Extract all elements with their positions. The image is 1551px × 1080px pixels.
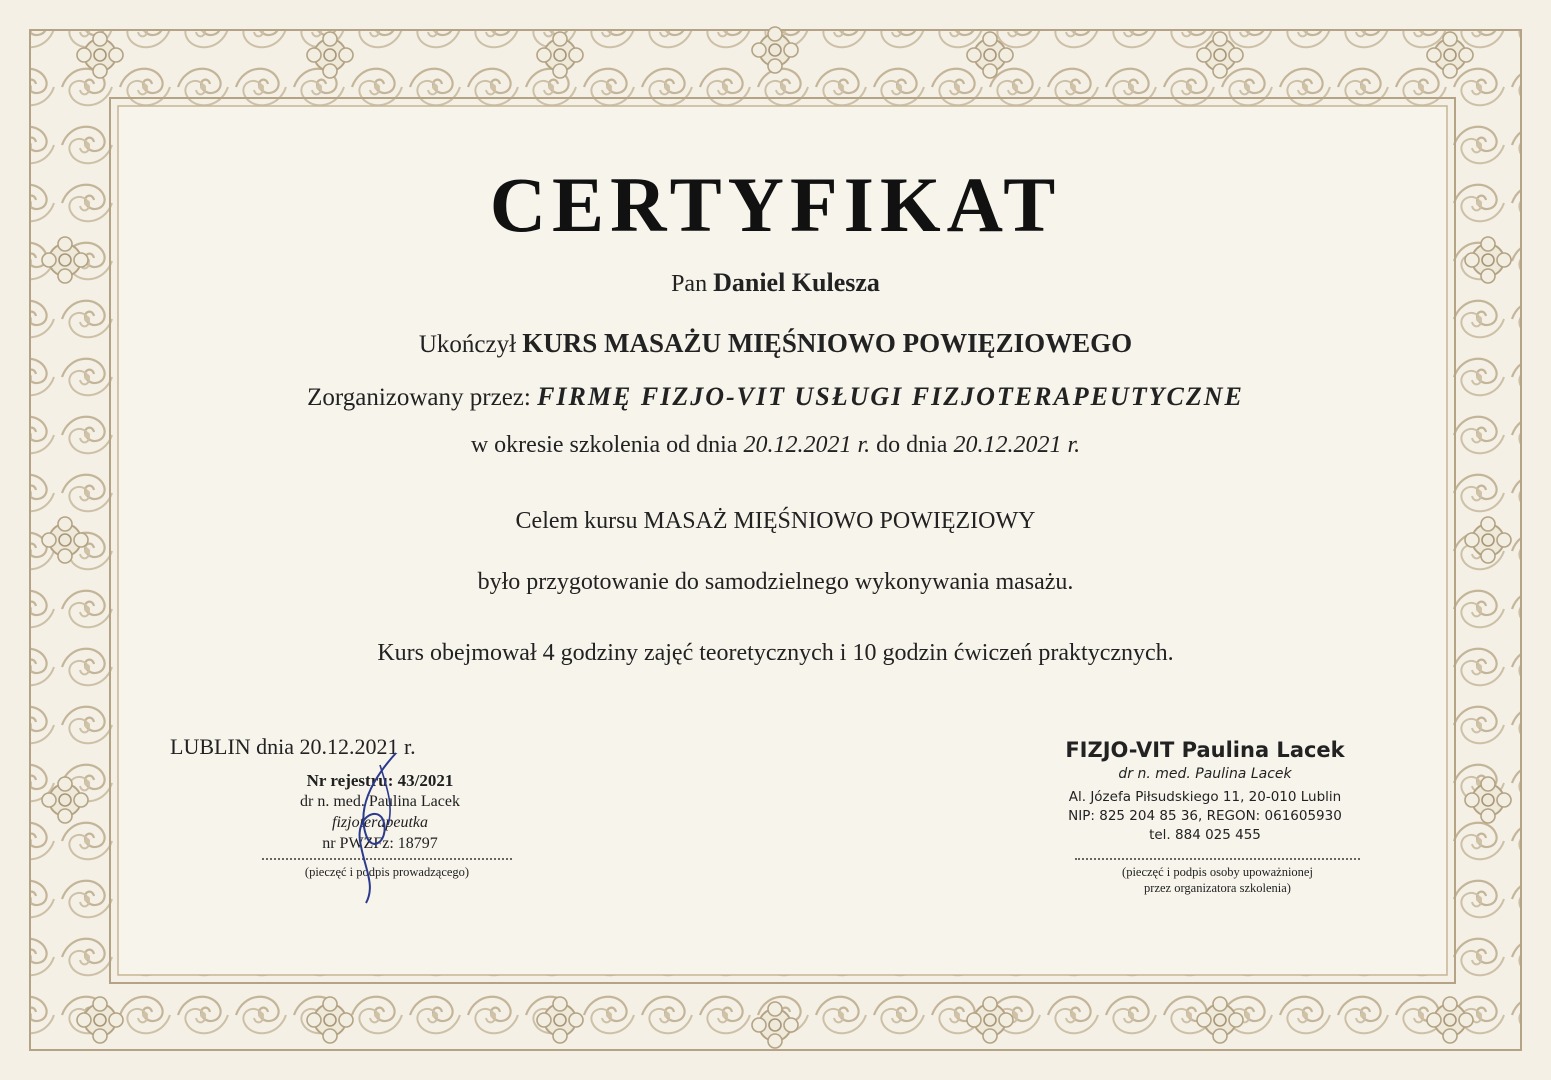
goal-line bbox=[0, 508, 1551, 535]
recipient-line bbox=[0, 268, 1551, 298]
goal-text: było przygotowanie do samodzielnego wykonywania masażu. bbox=[477, 569, 1074, 595]
company-phone: tel. 884 025 455 bbox=[1149, 827, 1261, 843]
hours-text: Kurs obejmował 4 godziny zajęć teoretycznych i 10 godzin ćwiczeń praktycznych. bbox=[377, 640, 1174, 666]
company-name: FIZJO-VIT Paulina Lacek bbox=[1065, 738, 1345, 762]
organizer-line bbox=[0, 382, 1551, 412]
left-caption: (pieczęć i podpis prowadzącego) bbox=[304, 865, 470, 879]
completed-prefix: Ukończył bbox=[418, 331, 517, 358]
handwritten-signature bbox=[336, 745, 416, 905]
organized-prefix: Zorganizowany przez: bbox=[307, 384, 531, 411]
period-prefix: w okresie szkolenia od dnia bbox=[470, 432, 738, 458]
right-signature-block bbox=[1040, 738, 1370, 845]
right-caption-line2: przez organizatora szkolenia) bbox=[1144, 881, 1291, 895]
company-address: Al. Józefa Piłsudskiego 11, 20-010 Lublin bbox=[1068, 789, 1342, 805]
right-caption-line1: (pieczęć i podpis osoby upoważnionej bbox=[1122, 865, 1313, 879]
certificate-title: CERTYFIKAT bbox=[489, 161, 1062, 248]
company-ids: NIP: 825 204 85 36, REGON: 061605930 bbox=[1068, 808, 1342, 824]
goal-prefix: Celem kursu bbox=[515, 508, 638, 534]
stamp-pwz: nr PWZFz: 18797 bbox=[322, 835, 438, 852]
organizer-name: FIRMĘ FIZJO-VIT USŁUGI FIZJOTERAPEUTYCZNE bbox=[537, 382, 1244, 411]
period-line bbox=[0, 432, 1551, 459]
stamp-doctor: dr n. med. Paulina Lacek bbox=[300, 793, 460, 810]
stamp-profession: fizjoterapeutka bbox=[332, 814, 428, 831]
register-number: Nr rejestru: 43/2021 bbox=[306, 771, 454, 790]
course-line bbox=[0, 328, 1551, 359]
goal-course: MASAŻ MIĘŚNIOWO POWIĘZIOWY bbox=[643, 508, 1036, 534]
date-to: 20.12.2021 r. bbox=[953, 432, 1081, 458]
company-doctor: dr n. med. Paulina Lacek bbox=[1118, 766, 1292, 782]
right-signature-line bbox=[1075, 858, 1360, 860]
recipient-name: Daniel Kulesza bbox=[713, 268, 880, 297]
date-from: 20.12.2021 r. bbox=[743, 432, 871, 458]
place-date: LUBLIN dnia 20.12.2021 r. bbox=[170, 734, 416, 759]
course-name: KURS MASAŻU MIĘŚNIOWO POWIĘZIOWEGO bbox=[522, 328, 1133, 358]
recipient-prefix: Pan bbox=[671, 271, 708, 297]
right-caption bbox=[1075, 864, 1360, 896]
period-middle: do dnia bbox=[876, 432, 948, 458]
